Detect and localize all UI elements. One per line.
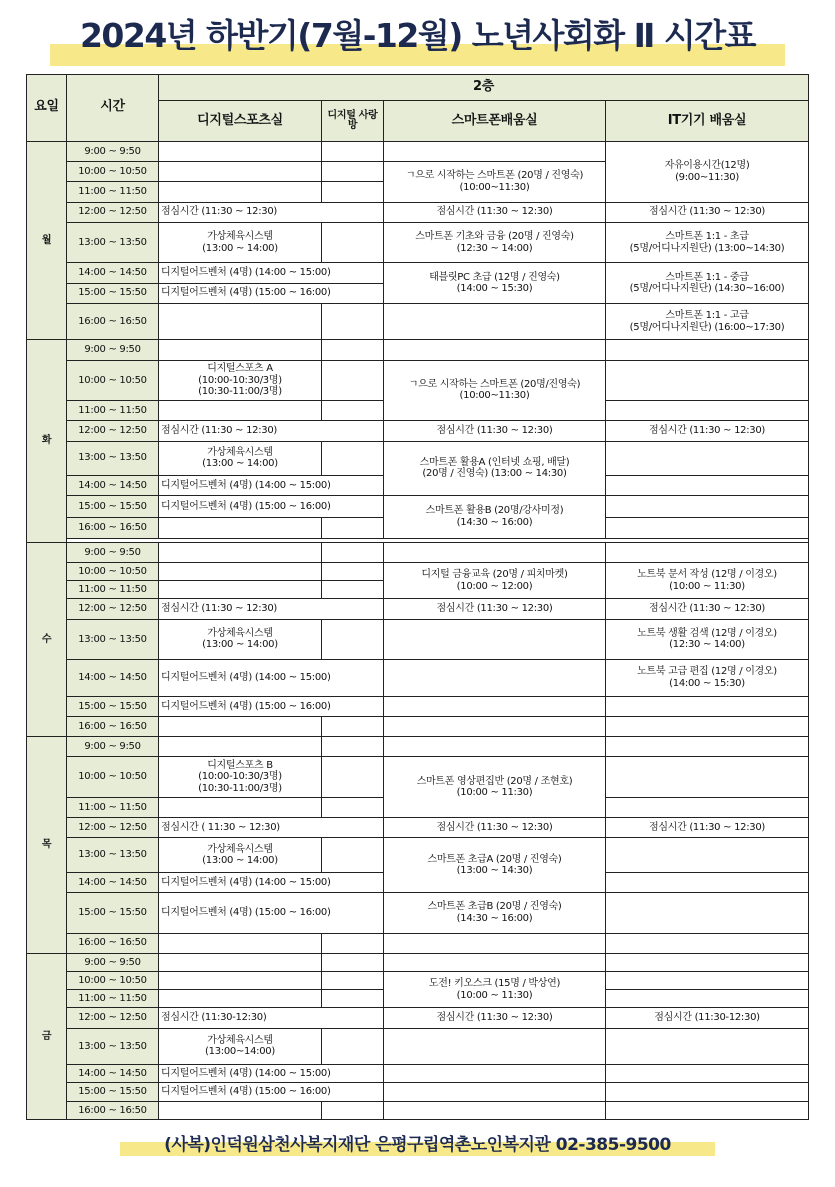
empty-cell <box>384 303 606 339</box>
empty-cell <box>606 496 809 518</box>
empty-cell <box>159 972 322 990</box>
empty-cell <box>606 972 809 990</box>
empty-cell <box>322 303 384 339</box>
empty-cell <box>384 696 606 716</box>
empty-cell <box>159 737 322 757</box>
empty-cell <box>384 1065 606 1083</box>
class-cell: 노트북 문서 작성 (12명 / 이경오) (10:00 ~ 11:30) <box>606 562 809 598</box>
empty-cell <box>322 757 384 798</box>
empty-cell <box>606 401 809 421</box>
class-cell: 디지털어드벤처 (4명) (14:00 ~ 15:00) <box>159 475 384 495</box>
time-slot: 13:00 ~ 13:50 <box>67 838 159 872</box>
class-cell: 태블릿PC 초급 (12명 / 진영숙) (14:00 ~ 15:30) <box>384 263 606 304</box>
class-cell: 가상체육시스템 (13:00~14:00) <box>159 1028 322 1064</box>
empty-cell <box>322 401 384 421</box>
empty-cell <box>322 562 384 580</box>
empty-cell <box>384 716 606 736</box>
empty-cell <box>322 797 384 817</box>
empty-cell <box>606 1101 809 1119</box>
class-cell: 디지털어드벤처 (4명) (14:00 ~ 15:00) <box>159 660 384 696</box>
empty-cell <box>322 441 384 475</box>
time-slot: 14:00 ~ 14:50 <box>67 1065 159 1083</box>
footer <box>0 1128 835 1162</box>
lunch-cell: 점심시간 (11:30 ~ 12:30) <box>606 202 809 222</box>
time-slot: 11:00 ~ 11:50 <box>67 401 159 421</box>
day-label: 수 <box>27 542 67 736</box>
time-slot: 9:00 ~ 9:50 <box>67 542 159 562</box>
empty-cell <box>322 619 384 660</box>
empty-cell <box>159 542 322 562</box>
time-slot: 13:00 ~ 13:50 <box>67 222 159 263</box>
time-slot: 9:00 ~ 9:50 <box>67 141 159 161</box>
time-slot: 11:00 ~ 11:50 <box>67 581 159 599</box>
class-cell: 자유이용시간(12명) (9:00~11:30) <box>606 141 809 202</box>
empty-cell <box>322 972 384 990</box>
empty-cell <box>322 581 384 599</box>
empty-cell <box>159 141 322 161</box>
empty-cell <box>322 360 384 401</box>
empty-cell <box>159 340 322 360</box>
empty-cell <box>384 1028 606 1064</box>
class-cell: 스마트폰 활용A (인터넷 쇼핑, 배달) (20명 / 진영숙) (13:00 ~ 14:30) <box>384 441 606 496</box>
empty-cell <box>606 953 809 971</box>
lunch-cell: 점심시간 (11:30 ~ 12:30) <box>606 421 809 441</box>
time-slot: 14:00 ~ 14:50 <box>67 475 159 495</box>
header-room-phone: 스마트폰배움실 <box>384 101 606 142</box>
empty-cell <box>322 222 384 263</box>
empty-cell <box>159 182 322 202</box>
empty-cell <box>384 141 606 161</box>
empty-cell <box>159 518 322 538</box>
class-cell: 디지털어드벤처 (4명) (15:00 ~ 16:00) <box>159 1083 384 1101</box>
empty-cell <box>159 716 322 736</box>
time-slot: 9:00 ~ 9:50 <box>67 953 159 971</box>
empty-cell <box>606 1083 809 1101</box>
empty-cell <box>384 1101 606 1119</box>
time-slot: 12:00 ~ 12:50 <box>67 818 159 838</box>
footer-contact: (사복)인덕원삼천사복지재단 은평구립역촌노인복지관 02-385-9500 <box>164 1135 671 1155</box>
time-slot: 16:00 ~ 16:50 <box>67 933 159 953</box>
empty-cell <box>322 1028 384 1064</box>
class-cell: 디지털어드벤처 (4명) (15:00 ~ 16:00) <box>159 283 384 303</box>
empty-cell <box>322 162 384 182</box>
empty-cell <box>606 441 809 475</box>
empty-cell <box>606 872 809 892</box>
time-slot: 13:00 ~ 13:50 <box>67 441 159 475</box>
empty-cell <box>384 953 606 971</box>
empty-cell <box>606 737 809 757</box>
time-slot: 10:00 ~ 10:50 <box>67 562 159 580</box>
lunch-cell: 점심시간 (11:30 ~ 12:30) <box>159 421 384 441</box>
empty-cell <box>159 162 322 182</box>
empty-cell <box>384 1083 606 1101</box>
empty-cell <box>322 716 384 736</box>
empty-cell <box>384 340 606 360</box>
time-slot: 9:00 ~ 9:50 <box>67 737 159 757</box>
day-label: 화 <box>27 340 67 542</box>
class-cell: ㄱ으로 시작하는 스마트폰 (20명/진영숙) (10:00~11:30) <box>384 360 606 421</box>
header-room-sports: 디지털스포츠실 <box>159 101 322 142</box>
lunch-cell: 점심시간 (11:30 ~ 12:30) <box>384 421 606 441</box>
time-slot: 10:00 ~ 10:50 <box>67 360 159 401</box>
lunch-cell: 점심시간 (11:30 ~ 12:30) <box>384 599 606 619</box>
empty-cell <box>322 737 384 757</box>
schedule-table <box>26 74 809 1120</box>
lunch-cell: 점심시간 (11:30 ~ 12:30) <box>384 202 606 222</box>
time-slot: 12:00 ~ 12:50 <box>67 1008 159 1028</box>
empty-cell <box>384 737 606 757</box>
empty-cell <box>606 838 809 872</box>
empty-cell <box>159 1101 322 1119</box>
class-cell: 스마트폰 초급B (20명 / 진영숙) (14:30 ~ 16:00) <box>384 893 606 934</box>
empty-cell <box>159 581 322 599</box>
empty-cell <box>159 933 322 953</box>
header-room-it: IT기기 배움실 <box>606 101 809 142</box>
time-slot: 15:00 ~ 15:50 <box>67 283 159 303</box>
time-slot: 10:00 ~ 10:50 <box>67 972 159 990</box>
empty-cell <box>322 933 384 953</box>
class-cell: 스마트폰 기초와 금융 (20명 / 진영숙) (12:30 ~ 14:00) <box>384 222 606 263</box>
class-cell: 스마트폰 1:1 - 고급 (5명/어디나지원단) (16:00~17:30) <box>606 303 809 339</box>
header-room-sarang: 디지털 사랑방 <box>322 101 384 142</box>
lunch-cell: 점심시간 (11:30-12:30) <box>159 1008 384 1028</box>
empty-cell <box>322 953 384 971</box>
class-cell: 가상체육시스템 (13:00 ~ 14:00) <box>159 222 322 263</box>
class-cell: 가상체육시스템 (13:00 ~ 14:00) <box>159 441 322 475</box>
time-slot: 11:00 ~ 11:50 <box>67 797 159 817</box>
page-title: 2024년 하반기(7월-12월) 노년사회화 Ⅱ 시간표 <box>79 16 756 55</box>
empty-cell <box>606 990 809 1008</box>
lunch-cell: 점심시간 (11:30-12:30) <box>606 1008 809 1028</box>
class-cell: 도전! 키오스크 (15명 / 박상연) (10:00 ~ 11:30) <box>384 972 606 1008</box>
time-slot: 16:00 ~ 16:50 <box>67 1101 159 1119</box>
empty-cell <box>159 303 322 339</box>
empty-cell <box>159 401 322 421</box>
empty-cell <box>322 1101 384 1119</box>
lunch-cell: 점심시간 (11:30 ~ 12:30) <box>606 599 809 619</box>
time-slot: 15:00 ~ 15:50 <box>67 496 159 518</box>
day-label: 월 <box>27 141 67 339</box>
time-slot: 10:00 ~ 10:50 <box>67 162 159 182</box>
lunch-cell: 점심시간 (11:30 ~ 12:30) <box>159 202 384 222</box>
empty-cell <box>322 340 384 360</box>
time-slot: 12:00 ~ 12:50 <box>67 421 159 441</box>
class-cell: 노트북 생활 검색 (12명 / 이경오) (12:30 ~ 14:00) <box>606 619 809 660</box>
empty-cell <box>606 797 809 817</box>
time-slot: 13:00 ~ 13:50 <box>67 1028 159 1064</box>
class-cell: 노트북 고급 편집 (12명 / 이경오) (14:00 ~ 15:30) <box>606 660 809 696</box>
day-label: 금 <box>27 953 67 1119</box>
time-slot: 9:00 ~ 9:50 <box>67 340 159 360</box>
time-slot: 16:00 ~ 16:50 <box>67 303 159 339</box>
empty-cell <box>322 838 384 872</box>
class-cell: 디지털어드벤처 (4명) (14:00 ~ 15:00) <box>159 1065 384 1083</box>
time-slot: 10:00 ~ 10:50 <box>67 757 159 798</box>
class-cell: 가상체육시스템 (13:00 ~ 14:00) <box>159 619 322 660</box>
empty-cell <box>606 1065 809 1083</box>
class-cell: ㄱ으로 시작하는 스마트폰 (20명 / 진영숙) (10:00~11:30) <box>384 162 606 203</box>
empty-cell <box>606 933 809 953</box>
lunch-cell: 점심시간 (11:30 ~ 12:30) <box>384 818 606 838</box>
empty-cell <box>606 518 809 538</box>
class-cell: 디지털어드벤처 (4명) (14:00 ~ 15:00) <box>159 263 384 283</box>
time-slot: 14:00 ~ 14:50 <box>67 660 159 696</box>
empty-cell <box>322 518 384 538</box>
lunch-cell: 점심시간 ( 11:30 ~ 12:30) <box>159 818 384 838</box>
class-cell: 스마트폰 1:1 - 중급 (5명/어디나지원단) (14:30~16:00) <box>606 263 809 304</box>
empty-cell <box>159 562 322 580</box>
time-slot: 13:00 ~ 13:50 <box>67 619 159 660</box>
empty-cell <box>606 340 809 360</box>
class-cell: 스마트폰 1:1 - 초급 (5명/어디나지원단) (13:00~14:30) <box>606 222 809 263</box>
empty-cell <box>606 716 809 736</box>
empty-cell <box>384 542 606 562</box>
header-time: 시간 <box>67 75 159 142</box>
empty-cell <box>159 797 322 817</box>
empty-cell <box>606 893 809 934</box>
class-cell: 디지털어드벤처 (4명) (15:00 ~ 16:00) <box>159 496 384 518</box>
empty-cell <box>606 696 809 716</box>
empty-cell <box>384 619 606 660</box>
lunch-cell: 점심시간 (11:30 ~ 12:30) <box>159 599 384 619</box>
time-slot: 11:00 ~ 11:50 <box>67 182 159 202</box>
empty-cell <box>606 475 809 495</box>
time-slot: 15:00 ~ 15:50 <box>67 1083 159 1101</box>
empty-cell <box>322 990 384 1008</box>
lunch-cell: 점심시간 (11:30 ~ 12:30) <box>606 818 809 838</box>
class-cell: 디지털 금융교육 (20명 / 피치마켓) (10:00 ~ 12:00) <box>384 562 606 598</box>
class-cell: 가상체육시스템 (13:00 ~ 14:00) <box>159 838 322 872</box>
day-label: 목 <box>27 737 67 954</box>
empty-cell <box>606 1028 809 1064</box>
time-slot: 15:00 ~ 15:50 <box>67 696 159 716</box>
class-cell: 디지털어드벤처 (4명) (14:00 ~ 15:00) <box>159 872 384 892</box>
empty-cell <box>322 141 384 161</box>
time-slot: 11:00 ~ 11:50 <box>67 990 159 1008</box>
empty-cell <box>159 953 322 971</box>
time-slot: 14:00 ~ 14:50 <box>67 263 159 283</box>
empty-cell <box>384 933 606 953</box>
class-cell: 스마트폰 활용B (20명/강사미정) (14:30 ~ 16:00) <box>384 496 606 539</box>
time-slot: 12:00 ~ 12:50 <box>67 599 159 619</box>
empty-cell <box>159 990 322 1008</box>
time-slot: 16:00 ~ 16:50 <box>67 518 159 538</box>
class-cell: 디지털스포츠 B (10:00-10:30/3명) (10:30-11:00/3명) <box>159 757 322 798</box>
class-cell: 디지털어드벤처 (4명) (15:00 ~ 16:00) <box>159 696 384 716</box>
empty-cell <box>606 360 809 401</box>
time-slot: 12:00 ~ 12:50 <box>67 202 159 222</box>
class-cell: 스마트폰 초급A (20명 / 진영숙) (13:00 ~ 14:30) <box>384 838 606 893</box>
empty-cell <box>606 757 809 798</box>
title-area <box>0 8 835 68</box>
header-day: 요일 <box>27 75 67 142</box>
time-slot: 14:00 ~ 14:50 <box>67 872 159 892</box>
class-cell: 디지털스포츠 A (10:00-10:30/3명) (10:30-11:00/3명) <box>159 360 322 401</box>
class-cell: 디지털어드벤처 (4명) (15:00 ~ 16:00) <box>159 893 384 934</box>
lunch-cell: 점심시간 (11:30 ~ 12:30) <box>384 1008 606 1028</box>
time-slot: 16:00 ~ 16:50 <box>67 716 159 736</box>
empty-cell <box>384 660 606 696</box>
time-slot: 15:00 ~ 15:50 <box>67 893 159 934</box>
empty-cell <box>322 542 384 562</box>
empty-cell <box>606 542 809 562</box>
class-cell: 스마트폰 영상편집반 (20명 / 조현호) (10:00 ~ 11:30) <box>384 757 606 818</box>
header-floor: 2층 <box>159 75 809 101</box>
empty-cell <box>322 182 384 202</box>
